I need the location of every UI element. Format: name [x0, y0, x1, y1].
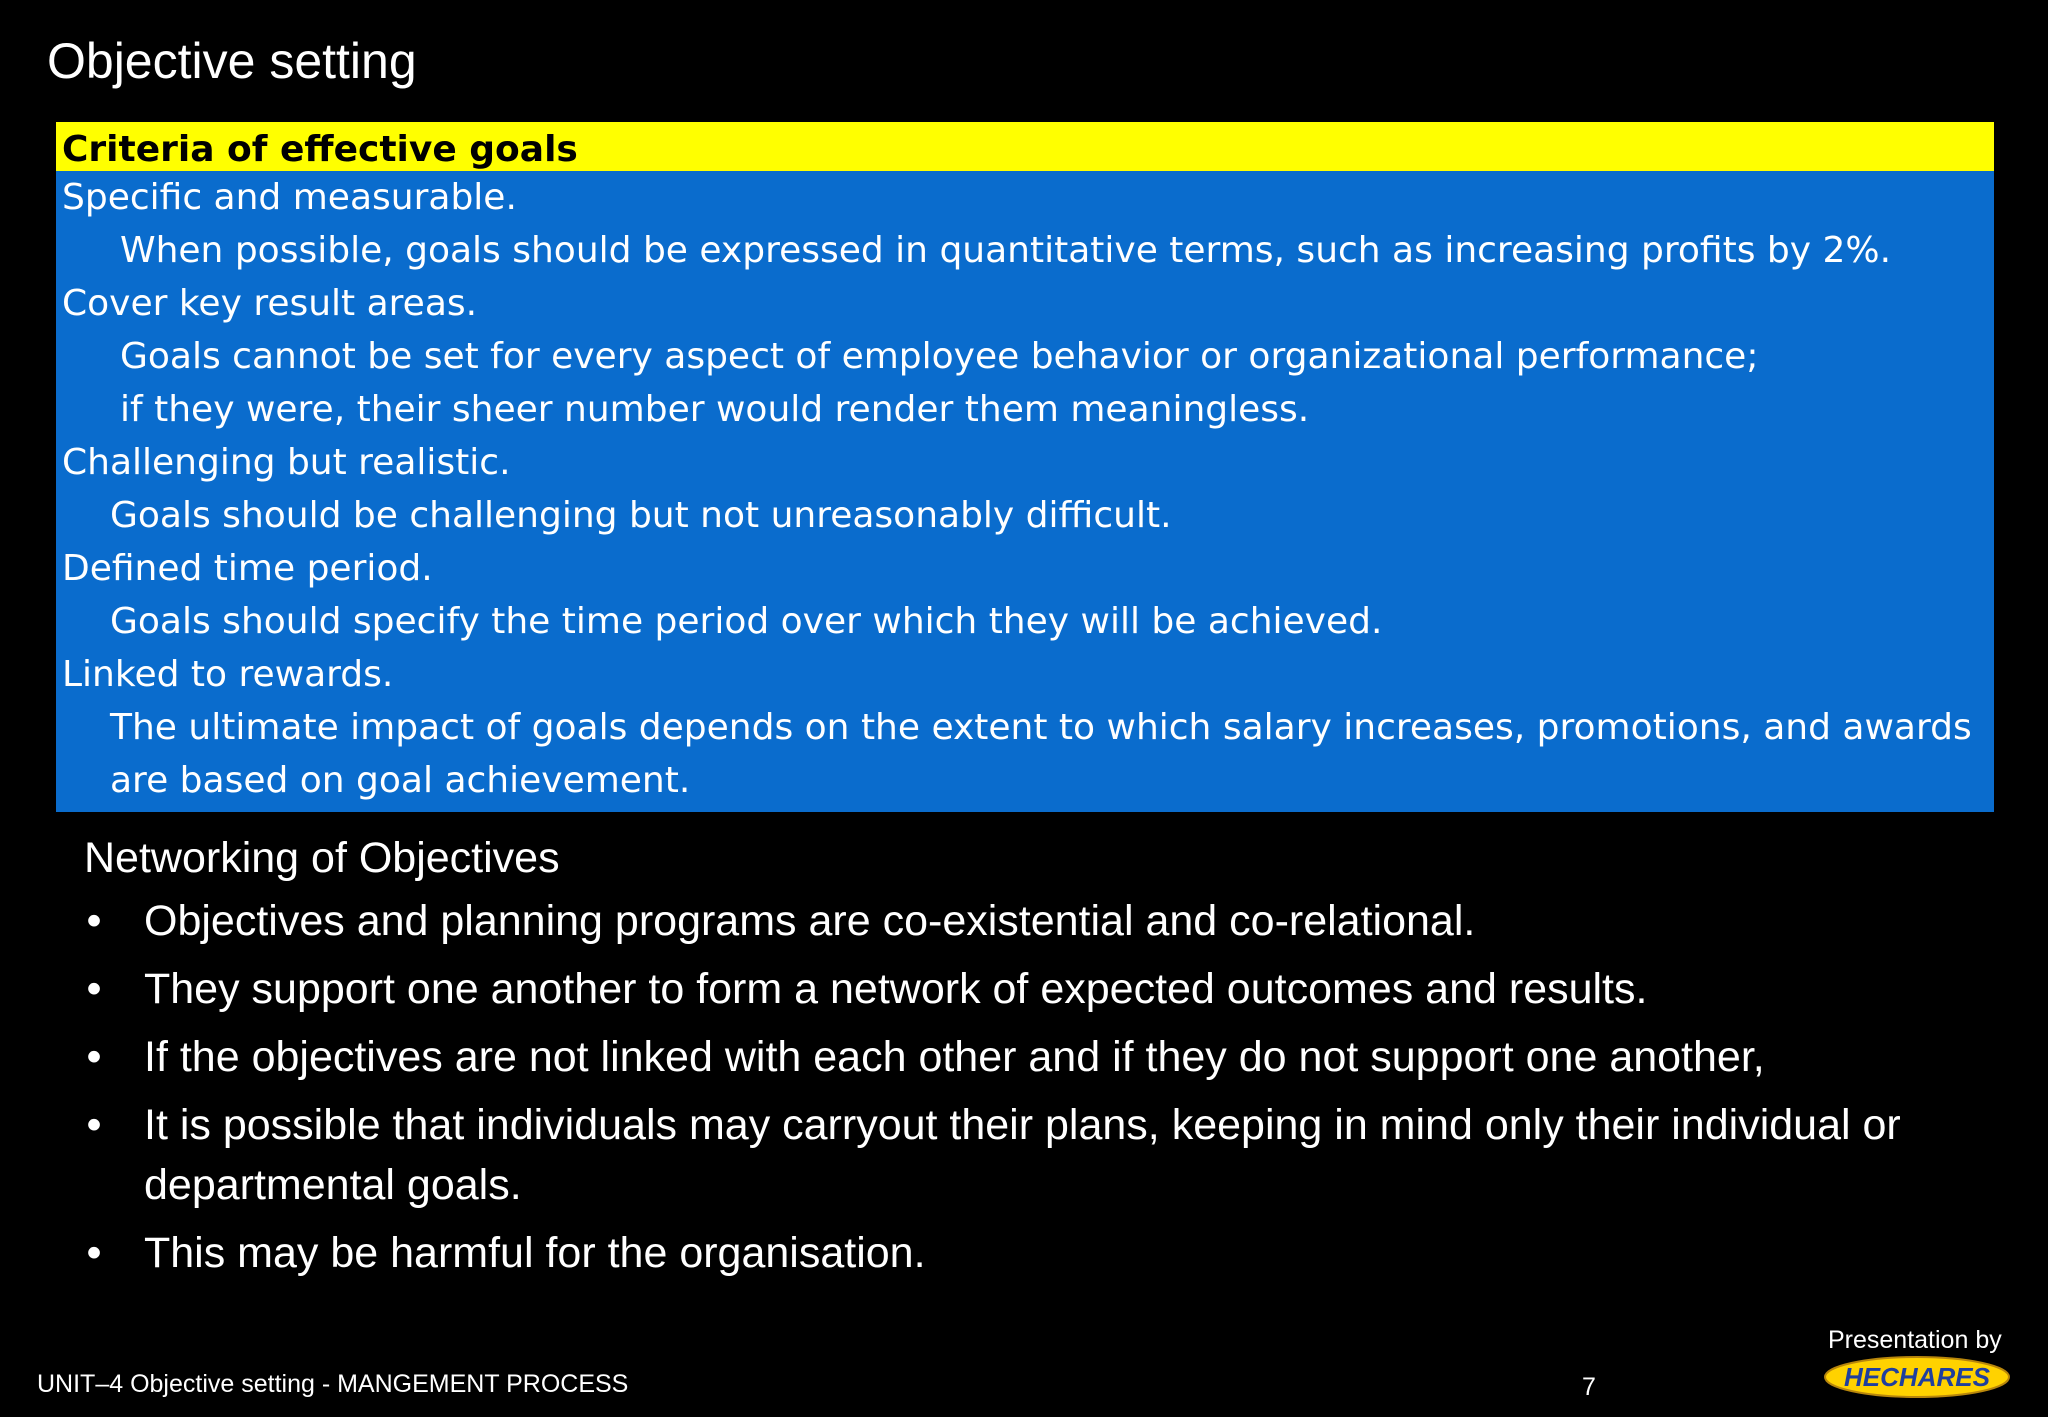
bullet-icon: • [86, 1033, 102, 1081]
criterion-title: Specific and measurable. [62, 177, 517, 218]
bullet-text: They support one another to form a network of expected outcomes and results. [144, 965, 1648, 1013]
criterion-title: Challenging but realistic. [62, 442, 511, 483]
slide-title: Objective setting [47, 33, 417, 89]
criteria-box [56, 122, 1994, 812]
page-number: 7 [1582, 1373, 1596, 1401]
bullet-text: If the objectives are not linked with each other and if they do not support one another, [144, 1033, 1765, 1081]
criterion-title: Linked to rewards. [62, 654, 394, 695]
criterion-detail: Goals should be challenging but not unreasonably difficult. [110, 495, 1172, 536]
bullet-icon: • [86, 1101, 102, 1149]
bullet-item [84, 891, 2014, 951]
bullet-item [84, 1095, 2014, 1215]
criterion-title: Defined time period. [62, 548, 433, 589]
bullet-icon: • [86, 1229, 102, 1277]
criterion-detail: if they were, their sheer number would render them meaningless. [120, 389, 1310, 430]
bullet-icon: • [86, 897, 102, 945]
criterion-detail: Goals should specify the time period over which they will be achieved. [110, 601, 1383, 642]
bullet-item [84, 1223, 2014, 1283]
networking-section [84, 828, 2014, 1291]
bullet-text: It is possible that individuals may carryout their plans, keeping in mind only their individual or departmental goals. [144, 1101, 1901, 1209]
criterion-detail: When possible, goals should be expressed in quantitative terms, such as increasing profits by 2%. [120, 230, 1892, 271]
bullet-text: This may be harmful for the organisation. [144, 1229, 926, 1277]
criteria-header: Criteria of effective goals [56, 122, 1994, 171]
criterion-title: Cover key result areas. [62, 283, 478, 324]
presentation-by-label: Presentation by [1828, 1326, 2002, 1354]
bullet-icon: • [86, 965, 102, 1013]
logo-text: HECHARES [1844, 1362, 1990, 1392]
bullet-text: Objectives and planning programs are co-existential and co-relational. [144, 897, 1476, 945]
hechares-logo-icon [1822, 1355, 2012, 1399]
bullet-item [84, 1027, 2014, 1087]
bullet-item [84, 959, 2014, 1019]
networking-heading: Networking of Objectives [84, 834, 560, 882]
criterion-detail: are based on goal achievement. [110, 760, 691, 801]
footer-course-label: UNIT–4 Objective setting - MANGEMENT PROCESS [37, 1370, 629, 1398]
networking-bullet-list [84, 891, 2014, 1283]
criterion-detail: The ultimate impact of goals depends on the extent to which salary increases, promotions, and awards [110, 707, 1972, 748]
criterion-detail: Goals cannot be set for every aspect of employee behavior or organizational performance; [120, 336, 1759, 377]
